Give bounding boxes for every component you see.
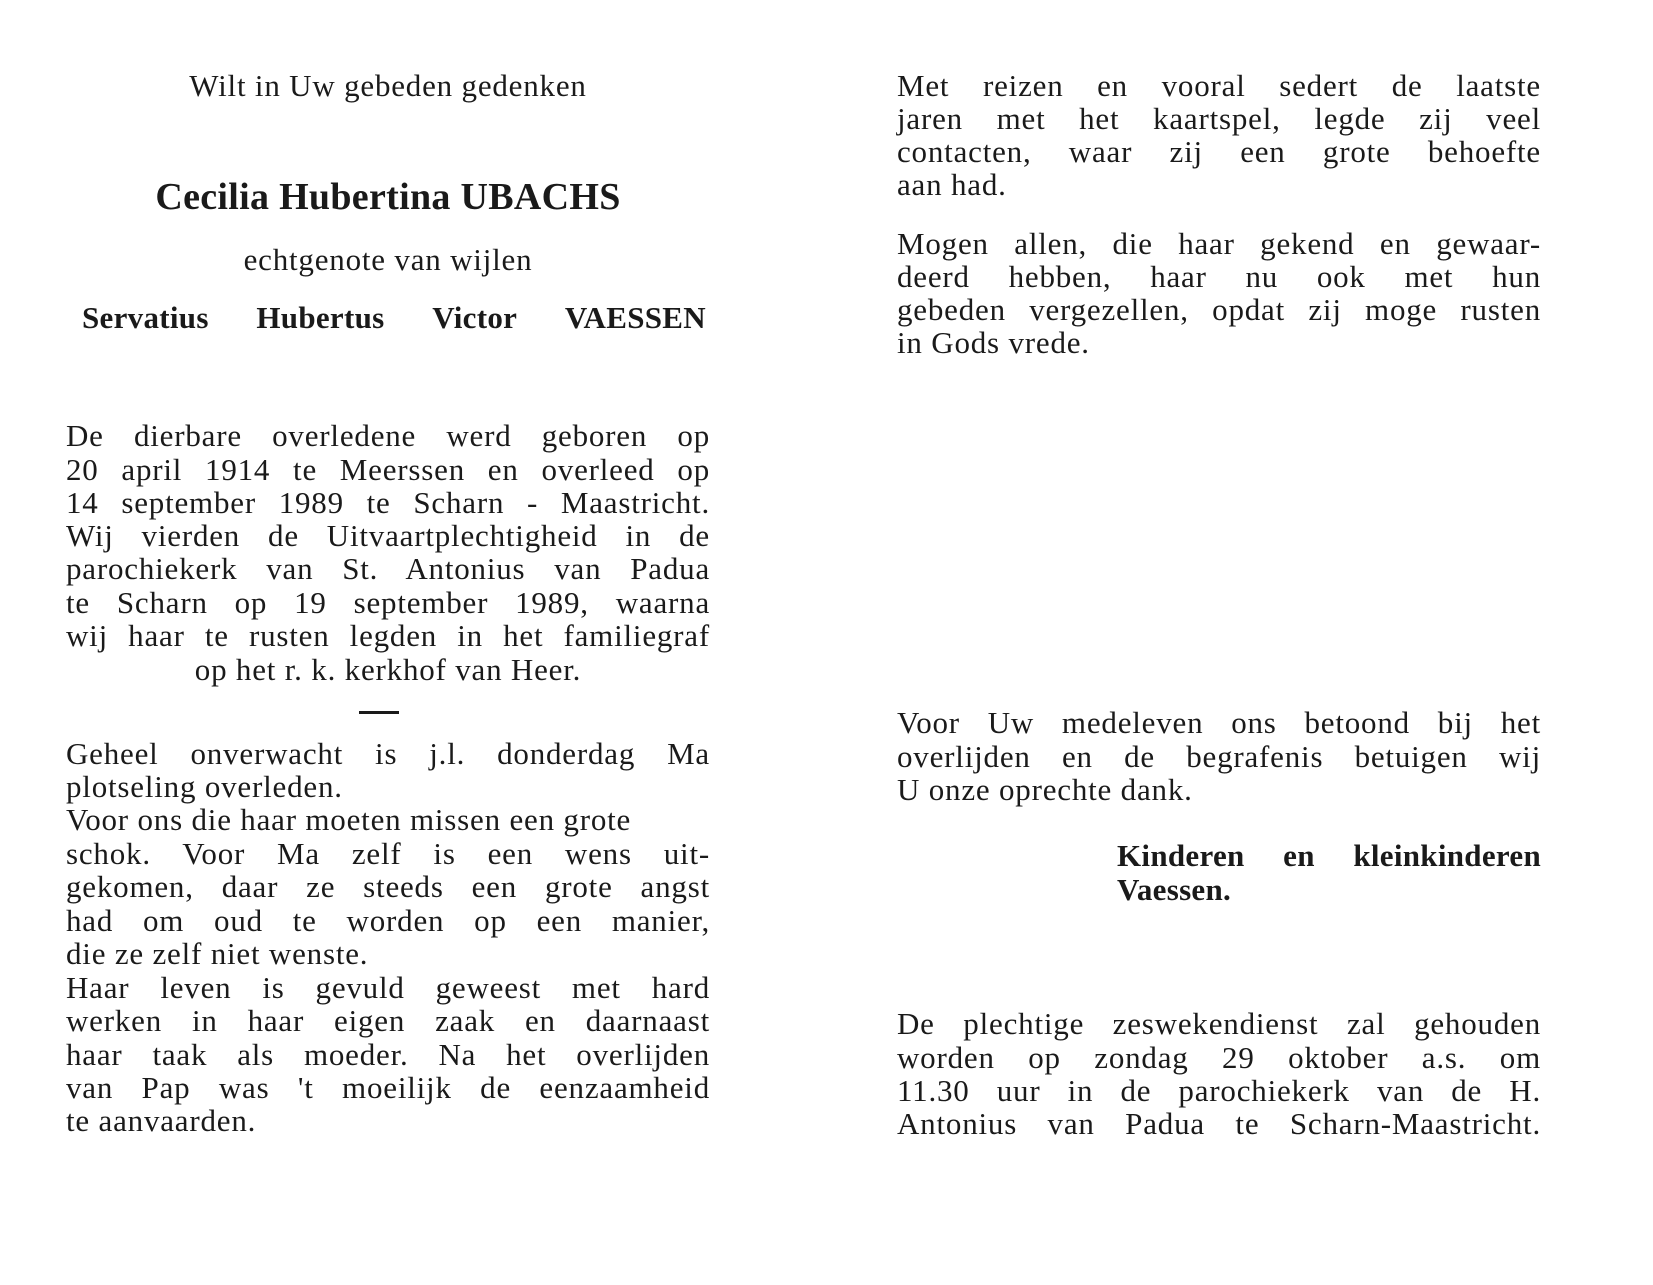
- text-line: aan had.: [897, 167, 1007, 202]
- text-line: van Pap was 't moeilijk de eenzaamheid: [66, 1070, 710, 1105]
- signature-line: Vaessen.: [1117, 872, 1232, 907]
- text-line: contacten, waar zij een grote behoefte: [897, 134, 1541, 169]
- text-line: 11.30 uur in de parochiekerk van de H.: [897, 1073, 1541, 1108]
- text-line: Antonius van Padua te Scharn-Maastricht.: [897, 1106, 1541, 1141]
- text-line: U onze oprechte dank.: [897, 772, 1193, 807]
- text-line: plotseling overleden.: [66, 769, 343, 804]
- text-line: Met reizen en vooral sedert de laatste: [897, 68, 1541, 103]
- text-line: werken in haar eigen zaak en daarnaast: [66, 1003, 710, 1038]
- text-line: Wij vierden de Uitvaartplechtigheid in de: [66, 518, 710, 553]
- deceased-name: Cecilia Hubertina UBACHS: [155, 176, 621, 218]
- spouse-word: Victor: [432, 300, 518, 335]
- spouse-name: [82, 300, 706, 336]
- text-line: op het r. k. kerkhof van Heer.: [194, 652, 582, 687]
- text-line: te Scharn op 19 september 1989, waarna: [66, 585, 710, 620]
- text-line: in Gods vrede.: [897, 325, 1090, 360]
- text-line: gebeden vergezellen, opdat zij moge rusten: [897, 292, 1541, 327]
- text-line: te aanvaarden.: [66, 1103, 257, 1138]
- text-line: Voor Uw medeleven ons betoond bij het: [897, 705, 1541, 740]
- spouse-word: Servatius: [82, 300, 209, 335]
- text-line: jaren met het kaartspel, legde zij veel: [897, 101, 1541, 136]
- spouse-word: VAESSEN: [564, 300, 706, 335]
- text-line: 20 april 1914 te Meerssen en overleed op: [66, 452, 710, 487]
- text-line: Haar leven is gevuld geweest met hard: [66, 970, 710, 1005]
- text-line: overlijden en de begrafenis betuigen wij: [897, 739, 1541, 774]
- relation-line: echtgenote van wijlen: [243, 242, 533, 277]
- text-line: die ze zelf niet wenste.: [66, 936, 369, 971]
- intro-line: Wilt in Uw gebeden gedenken: [189, 68, 587, 103]
- text-line: haar taak als moeder. Na het overlijden: [66, 1037, 710, 1072]
- separator-dash: [359, 711, 399, 714]
- text-line: gekomen, daar ze steeds een grote angst: [66, 869, 710, 904]
- text-line: Mogen allen, die haar gekend en gewaar-: [897, 226, 1541, 261]
- text-line: De plechtige zeswekendienst zal gehouden: [897, 1006, 1541, 1041]
- text-line: schok. Voor Ma zelf is een wens uit-: [66, 836, 710, 871]
- text-line: had om oud te worden op een manier,: [66, 903, 710, 938]
- text-line: parochiekerk van St. Antonius van Padua: [66, 551, 710, 586]
- text-line: Geheel onverwacht is j.l. donderdag Ma: [66, 736, 710, 771]
- text-line: Voor ons die haar moeten missen een grote: [66, 802, 632, 837]
- text-line: 14 september 1989 te Scharn - Maastricht.: [66, 485, 710, 520]
- text-line: deerd hebben, haar nu ook met hun: [897, 259, 1541, 294]
- spouse-word: Hubertus: [256, 300, 385, 335]
- text-line: worden op zondag 29 oktober a.s. om: [897, 1040, 1541, 1075]
- text-line: wij haar te rusten legden in het familiegraf: [66, 618, 710, 653]
- text-line: De dierbare overledene werd geboren op: [66, 418, 710, 453]
- signature-line: Kinderen en kleinkinderen: [1117, 838, 1541, 873]
